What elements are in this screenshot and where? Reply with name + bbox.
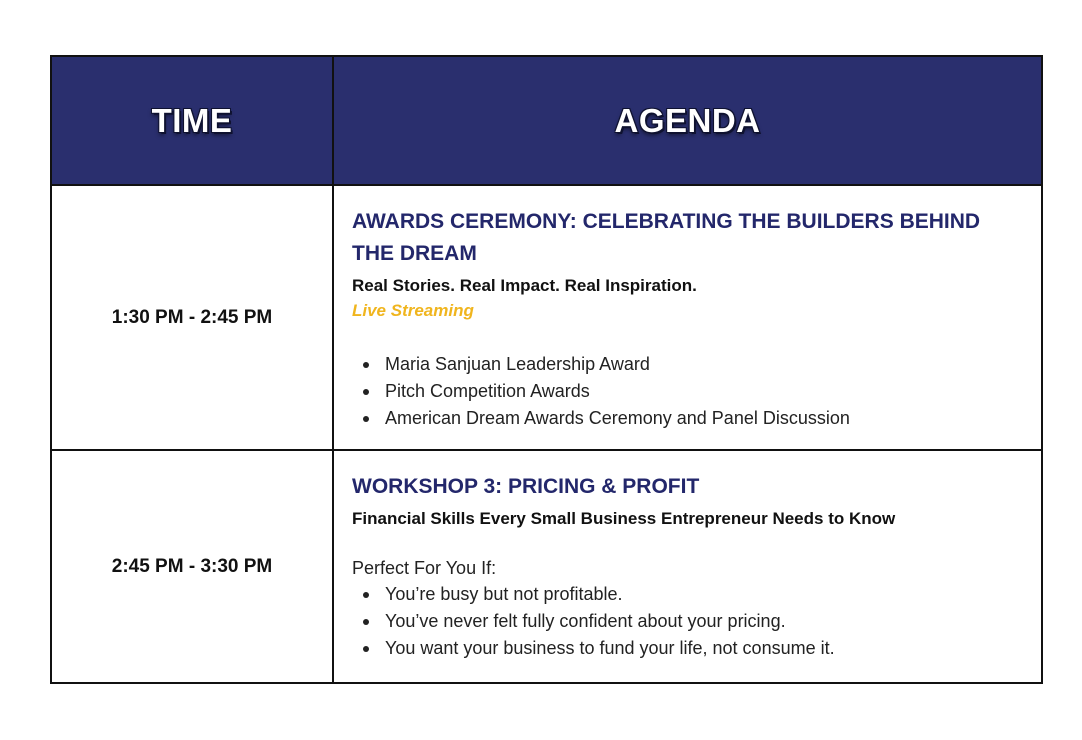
list-item-text: You’re busy but not profitable. — [385, 584, 623, 604]
list-item — [352, 405, 1023, 432]
header-time-cell — [52, 57, 334, 184]
table-row — [52, 451, 1041, 682]
list-item — [352, 351, 1023, 378]
bullet-icon — [363, 619, 369, 625]
session-intro: Perfect For You If: — [352, 558, 497, 578]
bullet-icon — [363, 362, 369, 368]
session-item-list — [352, 581, 1023, 662]
agenda-cell — [334, 186, 1041, 449]
session-item-list — [352, 351, 1023, 432]
list-item-text: Pitch Competition Awards — [385, 381, 590, 401]
time-slot: 1:30 PM - 2:45 PM — [111, 306, 273, 328]
list-item — [352, 635, 1023, 662]
agenda-cell — [334, 451, 1041, 682]
list-item-text: You’ve never felt fully confident about your pricing. — [385, 611, 786, 631]
session-title: AWARDS CEREMONY: CELEBRATING THE BUILDERS BEHIND THE DREAM — [352, 210, 981, 265]
agenda-table — [50, 55, 1043, 684]
bullet-icon — [363, 646, 369, 652]
time-cell — [52, 186, 334, 449]
time-cell — [52, 451, 334, 682]
live-streaming-tag: Live Streaming — [352, 301, 474, 320]
session-details — [352, 206, 1023, 432]
table-row — [52, 186, 1041, 451]
table-header-row — [52, 57, 1041, 186]
session-subtitle: Real Stories. Real Impact. Real Inspiration. — [352, 276, 697, 295]
header-agenda-label: AGENDA — [614, 101, 761, 139]
header-agenda-cell — [334, 57, 1041, 184]
header-time-label: TIME — [151, 101, 233, 139]
bullet-icon — [363, 389, 369, 395]
list-item-text: American Dream Awards Ceremony and Panel Discussion — [385, 408, 850, 428]
list-item-text: Maria Sanjuan Leadership Award — [385, 354, 650, 374]
list-item-text: You want your business to fund your life, not consume it. — [385, 638, 835, 658]
time-slot: 2:45 PM - 3:30 PM — [111, 555, 273, 577]
bullet-icon — [363, 416, 369, 422]
session-details — [352, 471, 1023, 662]
session-subtitle: Financial Skills Every Small Business Entrepreneur Needs to Know — [352, 509, 896, 528]
bullet-icon — [363, 592, 369, 598]
list-item — [352, 608, 1023, 635]
session-title: WORKSHOP 3: PRICING & PROFIT — [352, 475, 700, 498]
list-item — [352, 378, 1023, 405]
list-item — [352, 581, 1023, 608]
